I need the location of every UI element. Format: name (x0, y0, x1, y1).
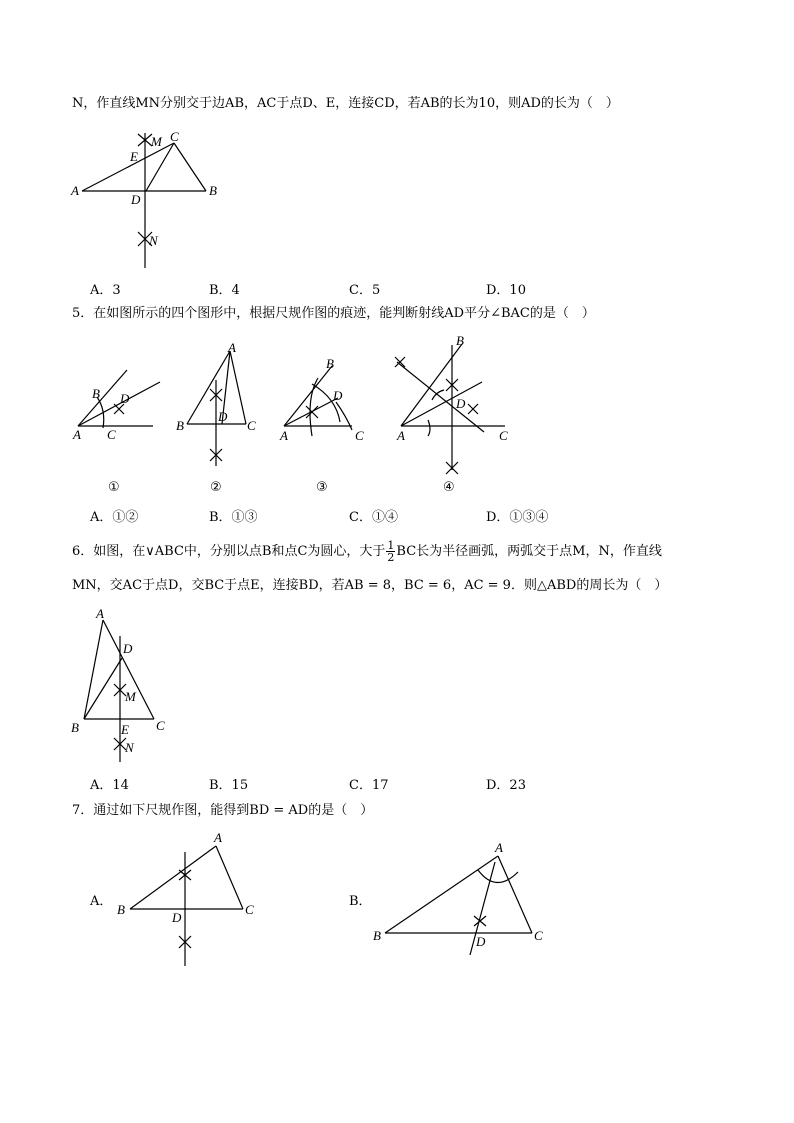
q5-fig-number-4: ④ (443, 480, 455, 495)
q6-option-c[interactable]: C．17 (349, 778, 389, 793)
q7-option-a[interactable]: A． (90, 894, 113, 909)
q6-label-m: M (125, 689, 136, 704)
q5-fig3-label-b: B (326, 356, 334, 371)
q4-option-d[interactable]: D．10 (486, 283, 526, 298)
q6-label-n: N (125, 740, 134, 755)
q6-option-b[interactable]: B．15 (209, 778, 249, 793)
q6-stem-post: BC长为半径画弧，两弧交于点M，N，作直线 (396, 544, 662, 559)
q7a-label-b: B (117, 902, 125, 917)
q4-label-a: A (71, 183, 79, 198)
q5-option-a[interactable]: A．①② (90, 510, 139, 525)
q4-label-n: N (149, 233, 158, 248)
q5-fig1-label-d: D (120, 391, 130, 406)
q5-fig2-label-c: C (247, 418, 256, 433)
q5-fig4-label-c: C (499, 428, 508, 443)
q7b-label-d: D (476, 934, 486, 949)
q5-stem: 5．在如图所示的四个图形中，根据尺规作图的痕迹，能判断射线AD平分∠BAC的是（ ） (72, 306, 595, 321)
q6-stem-pre: 6．如图，在∨ABC中，分别以点B和点C为圆心，大于 (72, 544, 386, 559)
q5-fig3-label-d: D (333, 388, 343, 403)
q7a-label-d: D (172, 910, 182, 925)
q4-label-e: E (130, 149, 138, 164)
q5-fig2-label-d: D (218, 409, 228, 424)
q6-option-a[interactable]: A．14 (90, 778, 129, 793)
q5-fig2-label-a: A (228, 340, 236, 355)
q5-fig3-label-a: A (280, 428, 288, 443)
q7-option-b[interactable]: B． (349, 894, 372, 909)
q7a-label-a: A (214, 830, 222, 845)
q5-fig2-label-b: B (176, 418, 184, 433)
q7a-label-c: C (245, 902, 254, 917)
q4-label-b: B (209, 183, 217, 198)
q6-option-d[interactable]: D．23 (486, 778, 526, 793)
q5-fig3-label-c: C (355, 428, 364, 443)
q5-fig4-label-a: A (397, 428, 405, 443)
q6-label-d: D (123, 641, 133, 656)
q5-option-b[interactable]: B．①③ (209, 510, 258, 525)
q5-fig1-label-b: B (92, 386, 100, 401)
q5-fig-number-1: ① (108, 480, 120, 495)
q5-option-d[interactable]: D．①③④ (486, 510, 549, 525)
q5-fig4-label-b: B (456, 333, 464, 348)
q4-label-c: C (170, 129, 179, 144)
q6-label-a: A (96, 606, 104, 621)
q6-label-b: B (71, 720, 79, 735)
q5-fig4-label-d: D (456, 396, 466, 411)
q4-option-b[interactable]: B．4 (209, 283, 240, 298)
q6-stem-line2: MN，交AC于点D，交BC于点E，连接BD，若AB = 8，BC = 6，AC = 9．则△ABD的周长为（ ） (72, 578, 668, 593)
q7b-label-c: C (534, 928, 543, 943)
q5-fig-number-3: ③ (316, 480, 328, 495)
q6-frac-num: 1 (387, 539, 395, 552)
q7b-label-b: B (373, 928, 381, 943)
q4-label-m: M (151, 134, 162, 149)
q4-option-c[interactable]: C．5 (349, 283, 381, 298)
q6-label-e: E (121, 722, 129, 737)
q5-fig1-label-c: C (107, 427, 116, 442)
q6-label-c: C (156, 718, 165, 733)
q5-fig-number-2: ② (210, 480, 222, 495)
q4-stem: N，作直线MN分别交于边AB，AC于点D、E，连接CD，若AB的长为10，则AD的长为（ ） (72, 96, 619, 111)
q4-label-d: D (131, 192, 141, 207)
q7-stem: 7．通过如下尺规作图，能得到BD = AD的是（ ） (72, 803, 374, 818)
q6-frac-den: 2 (387, 551, 395, 564)
q5-option-c[interactable]: C．①④ (349, 510, 398, 525)
q4-option-a[interactable]: A．3 (90, 283, 121, 298)
q5-fig1-label-a: A (73, 427, 81, 442)
q7b-label-a: A (495, 840, 503, 855)
